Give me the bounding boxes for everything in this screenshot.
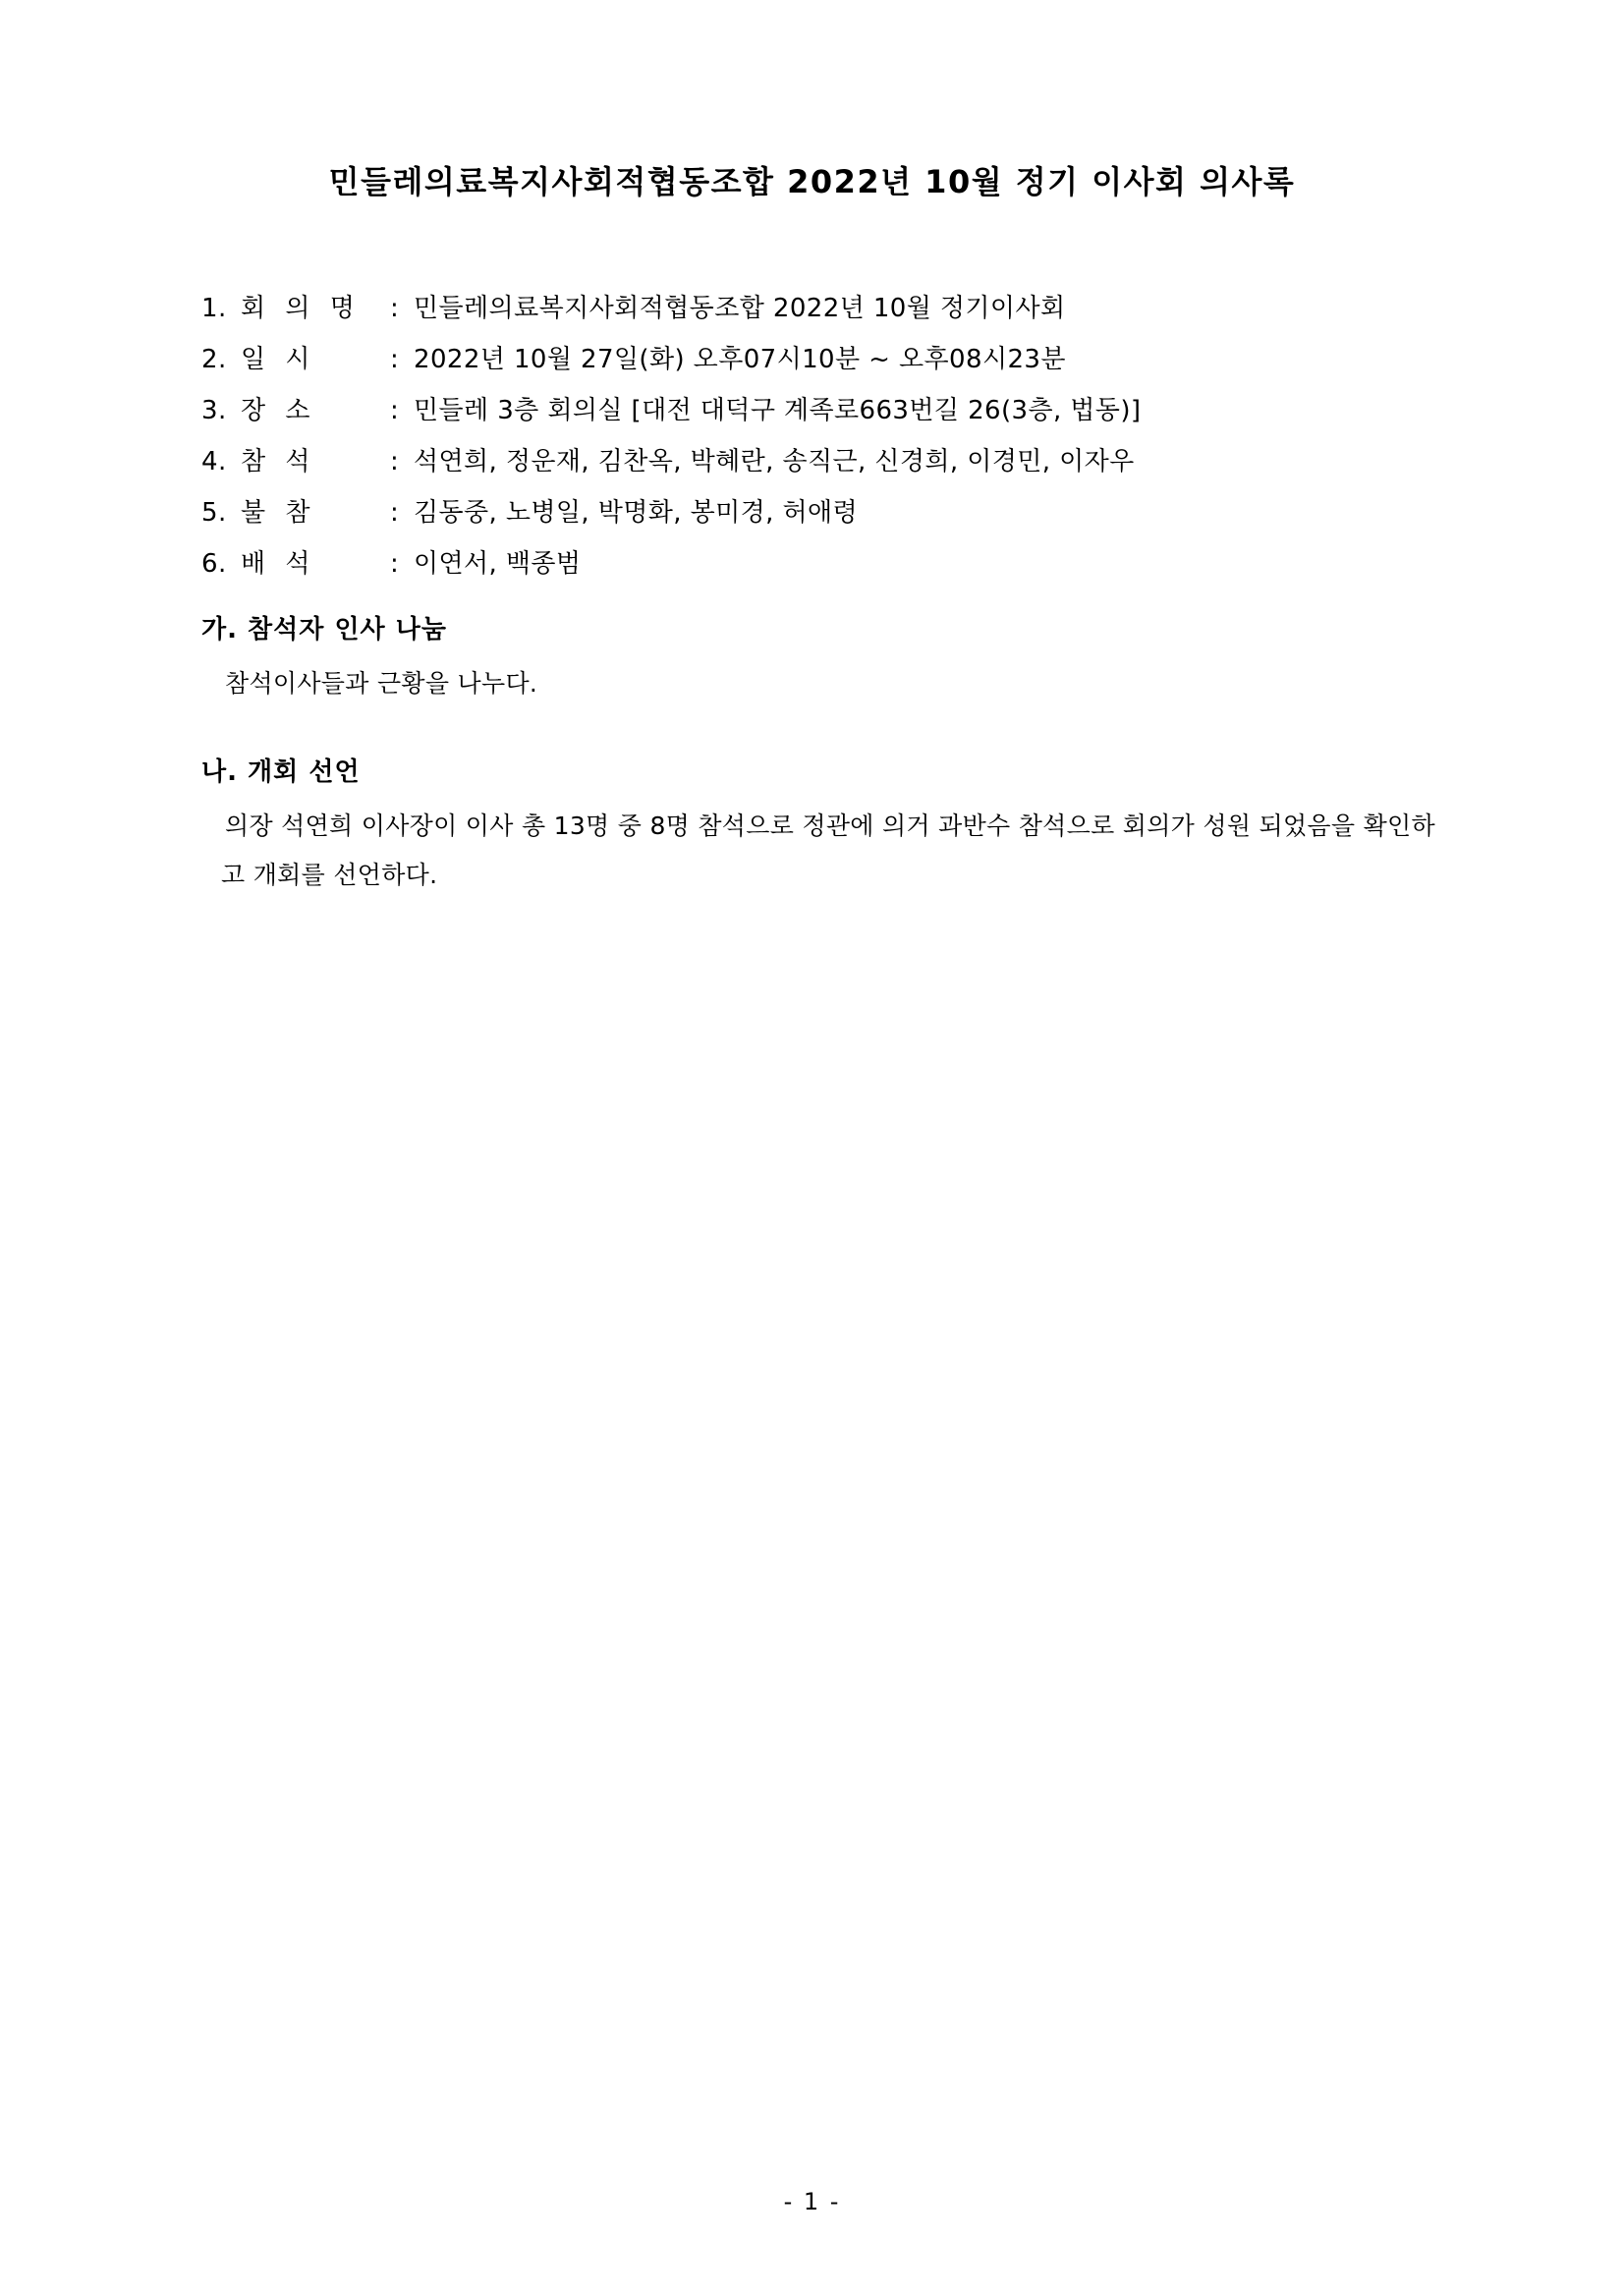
item-value: 이연서, 백종범	[414, 549, 582, 579]
list-item	[201, 487, 1459, 538]
item-label: 장 소	[241, 396, 316, 425]
meeting-info-list	[201, 283, 1459, 589]
item-colon: :	[390, 294, 400, 323]
item-number: 6.	[201, 549, 227, 579]
list-item	[201, 385, 1459, 436]
item-colon: :	[390, 549, 400, 579]
list-item	[201, 283, 1459, 334]
item-value: 민들레의료복지사회적협동조합 2022년 10월 정기이사회	[414, 294, 1066, 323]
item-colon: :	[390, 447, 400, 476]
section-body: 의장 석연희 이사장이 이사 총 13명 중 8명 참석으로 정관에 의거 과반수 참석으로 회의가 성원 되었음을 확인하고 개회를 선언하다.	[221, 812, 1435, 889]
item-value: 김동중, 노병일, 박명화, 봉미경, 허애령	[414, 498, 859, 528]
item-number: 4.	[201, 447, 227, 476]
item-label: 참 석	[241, 447, 316, 476]
section-participant-greeting	[201, 609, 1469, 708]
item-number: 5.	[201, 498, 227, 528]
item-colon: :	[390, 396, 400, 425]
item-number: 1.	[201, 294, 227, 323]
list-item	[201, 538, 1459, 589]
item-value: 석연희, 정운재, 김찬옥, 박혜란, 송직근, 신경희, 이경민, 이자우	[414, 447, 1135, 476]
item-colon: :	[390, 345, 400, 374]
page-number: - 1 -	[783, 2188, 841, 2215]
item-number: 2.	[201, 345, 227, 374]
item-number: 3.	[201, 396, 227, 425]
item-label: 일 시	[241, 345, 316, 374]
list-item	[201, 436, 1459, 487]
list-item	[201, 334, 1459, 385]
section-heading: 나. 개회 선언	[201, 757, 361, 787]
page-title: 민들레의료복지사회적협동조합 2022년 10월 정기 이사회 의사록	[328, 163, 1296, 200]
item-label: 회 의 명	[241, 294, 361, 323]
section-heading: 가. 참석자 인사 나눔	[201, 615, 447, 644]
item-value: 2022년 10월 27일(화) 오후07시10분 ~ 오후08시23분	[414, 345, 1066, 374]
item-value: 민들레 3층 회의실 [대전 대덕구 계족로663번길 26(3층, 법동)]	[414, 396, 1142, 425]
item-label: 배 석	[241, 549, 316, 579]
section-opening-declaration	[201, 752, 1469, 900]
section-body: 참석이사들과 근황을 나누다.	[225, 669, 538, 698]
item-label: 불 참	[241, 498, 316, 528]
item-colon: :	[390, 498, 400, 528]
